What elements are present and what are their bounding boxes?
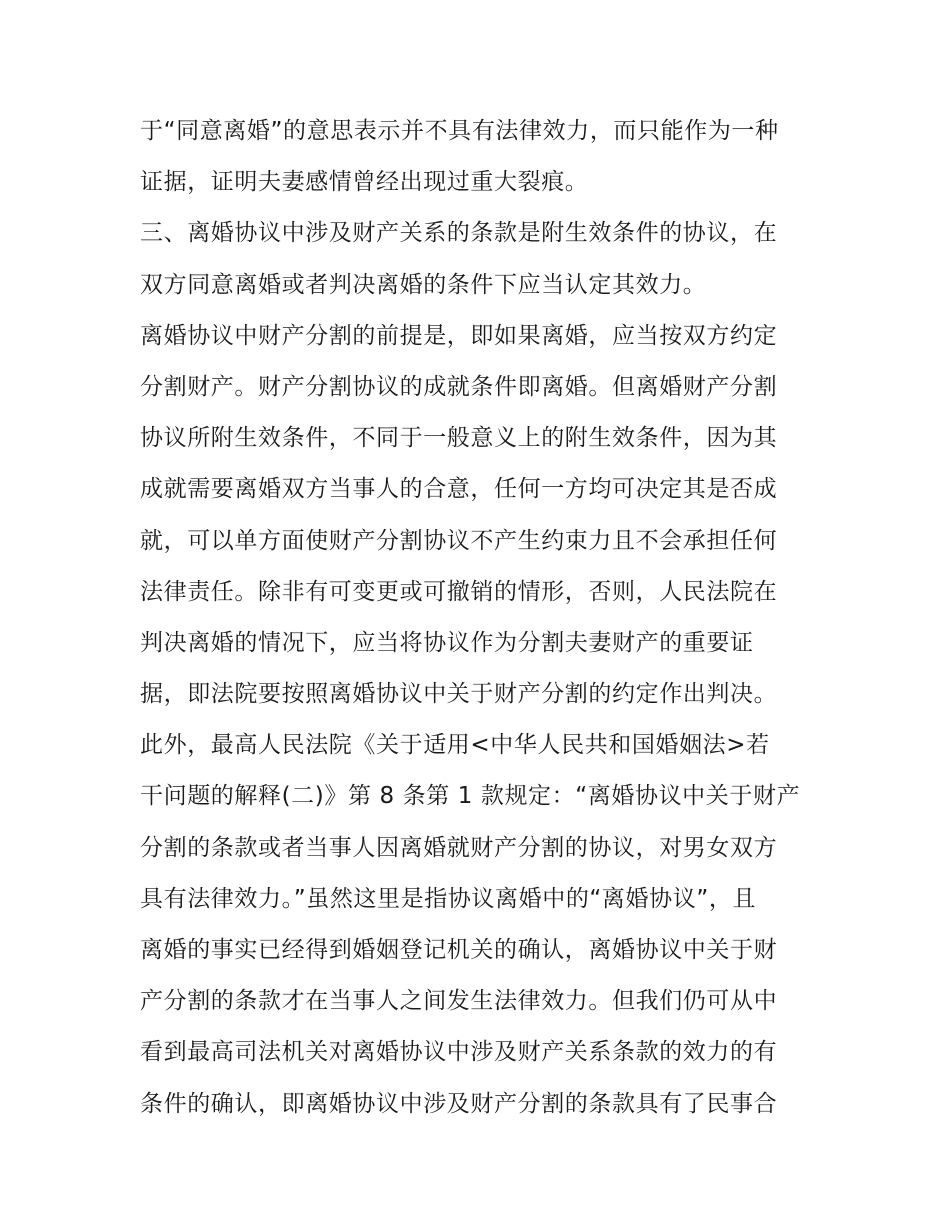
text-line: 产分割的条款才在当事人之间发生法律效力。但我们仍可从中 xyxy=(140,988,778,1015)
text-line: 就，可以单方面使财产分割协议不产生约束力且不会承担任何 xyxy=(140,527,778,554)
text-line: 证据，证明夫妻感情曾经出现过重大裂痕。 xyxy=(140,169,589,196)
text-line: 干问题的解释(二)》第 8 条第 1 款规定：“离婚协议中关于财产 xyxy=(140,783,801,810)
text-line: 成就需要离婚双方当事人的合意，任何一方均可决定其是否成 xyxy=(140,476,778,503)
text-line: 条件的确认，即离婚协议中涉及财产分割的条款具有了民事合 xyxy=(140,1090,778,1117)
text-line: 协议所附生效条件，不同于一般意义上的附生效条件，因为其 xyxy=(140,425,778,452)
text-line: 看到最高司法机关对离婚协议中涉及财产关系条款的效力的有 xyxy=(140,1039,778,1066)
text-line: 三、离婚协议中涉及财产关系的条款是附生效条件的协议，在 xyxy=(140,220,778,247)
text-line: 离婚的事实已经得到婚姻登记机关的确认，离婚协议中关于财 xyxy=(140,937,778,963)
text-line: 判决离婚的情况下，应当将协议作为分割夫妻财产的重要证 xyxy=(140,629,754,656)
text-line: 具有法律效力。”虽然这里是指协议离婚中的“离婚协议”，且 xyxy=(140,885,757,912)
text-line: 双方同意离婚或者判决离婚的条件下应当认定其效力。 xyxy=(140,271,707,298)
text-line: 分割的条款或者当事人因离婚就财产分割的协议，对男女双方 xyxy=(140,834,778,861)
text-line: 离婚协议中财产分割的前提是，即如果离婚，应当按双方约定 xyxy=(140,322,778,349)
body-text xyxy=(140,108,820,1132)
text-line: 法律责任。除非有可变更或可撤销的情形，否则，人民法院在 xyxy=(140,578,778,605)
text-line: 据，即法院要按照离婚协议中关于财产分割的约定作出判决。 xyxy=(140,681,778,708)
text-line: 于“同意离婚”的意思表示并不具有法律效力，而只能作为一种 xyxy=(140,118,779,144)
text-line: 分割财产。财产分割协议的成就条件即离婚。但离婚财产分割 xyxy=(140,373,778,400)
text-line: 此外，最高人民法院《关于适用<中华人民共和国婚姻法>若 xyxy=(140,732,770,759)
